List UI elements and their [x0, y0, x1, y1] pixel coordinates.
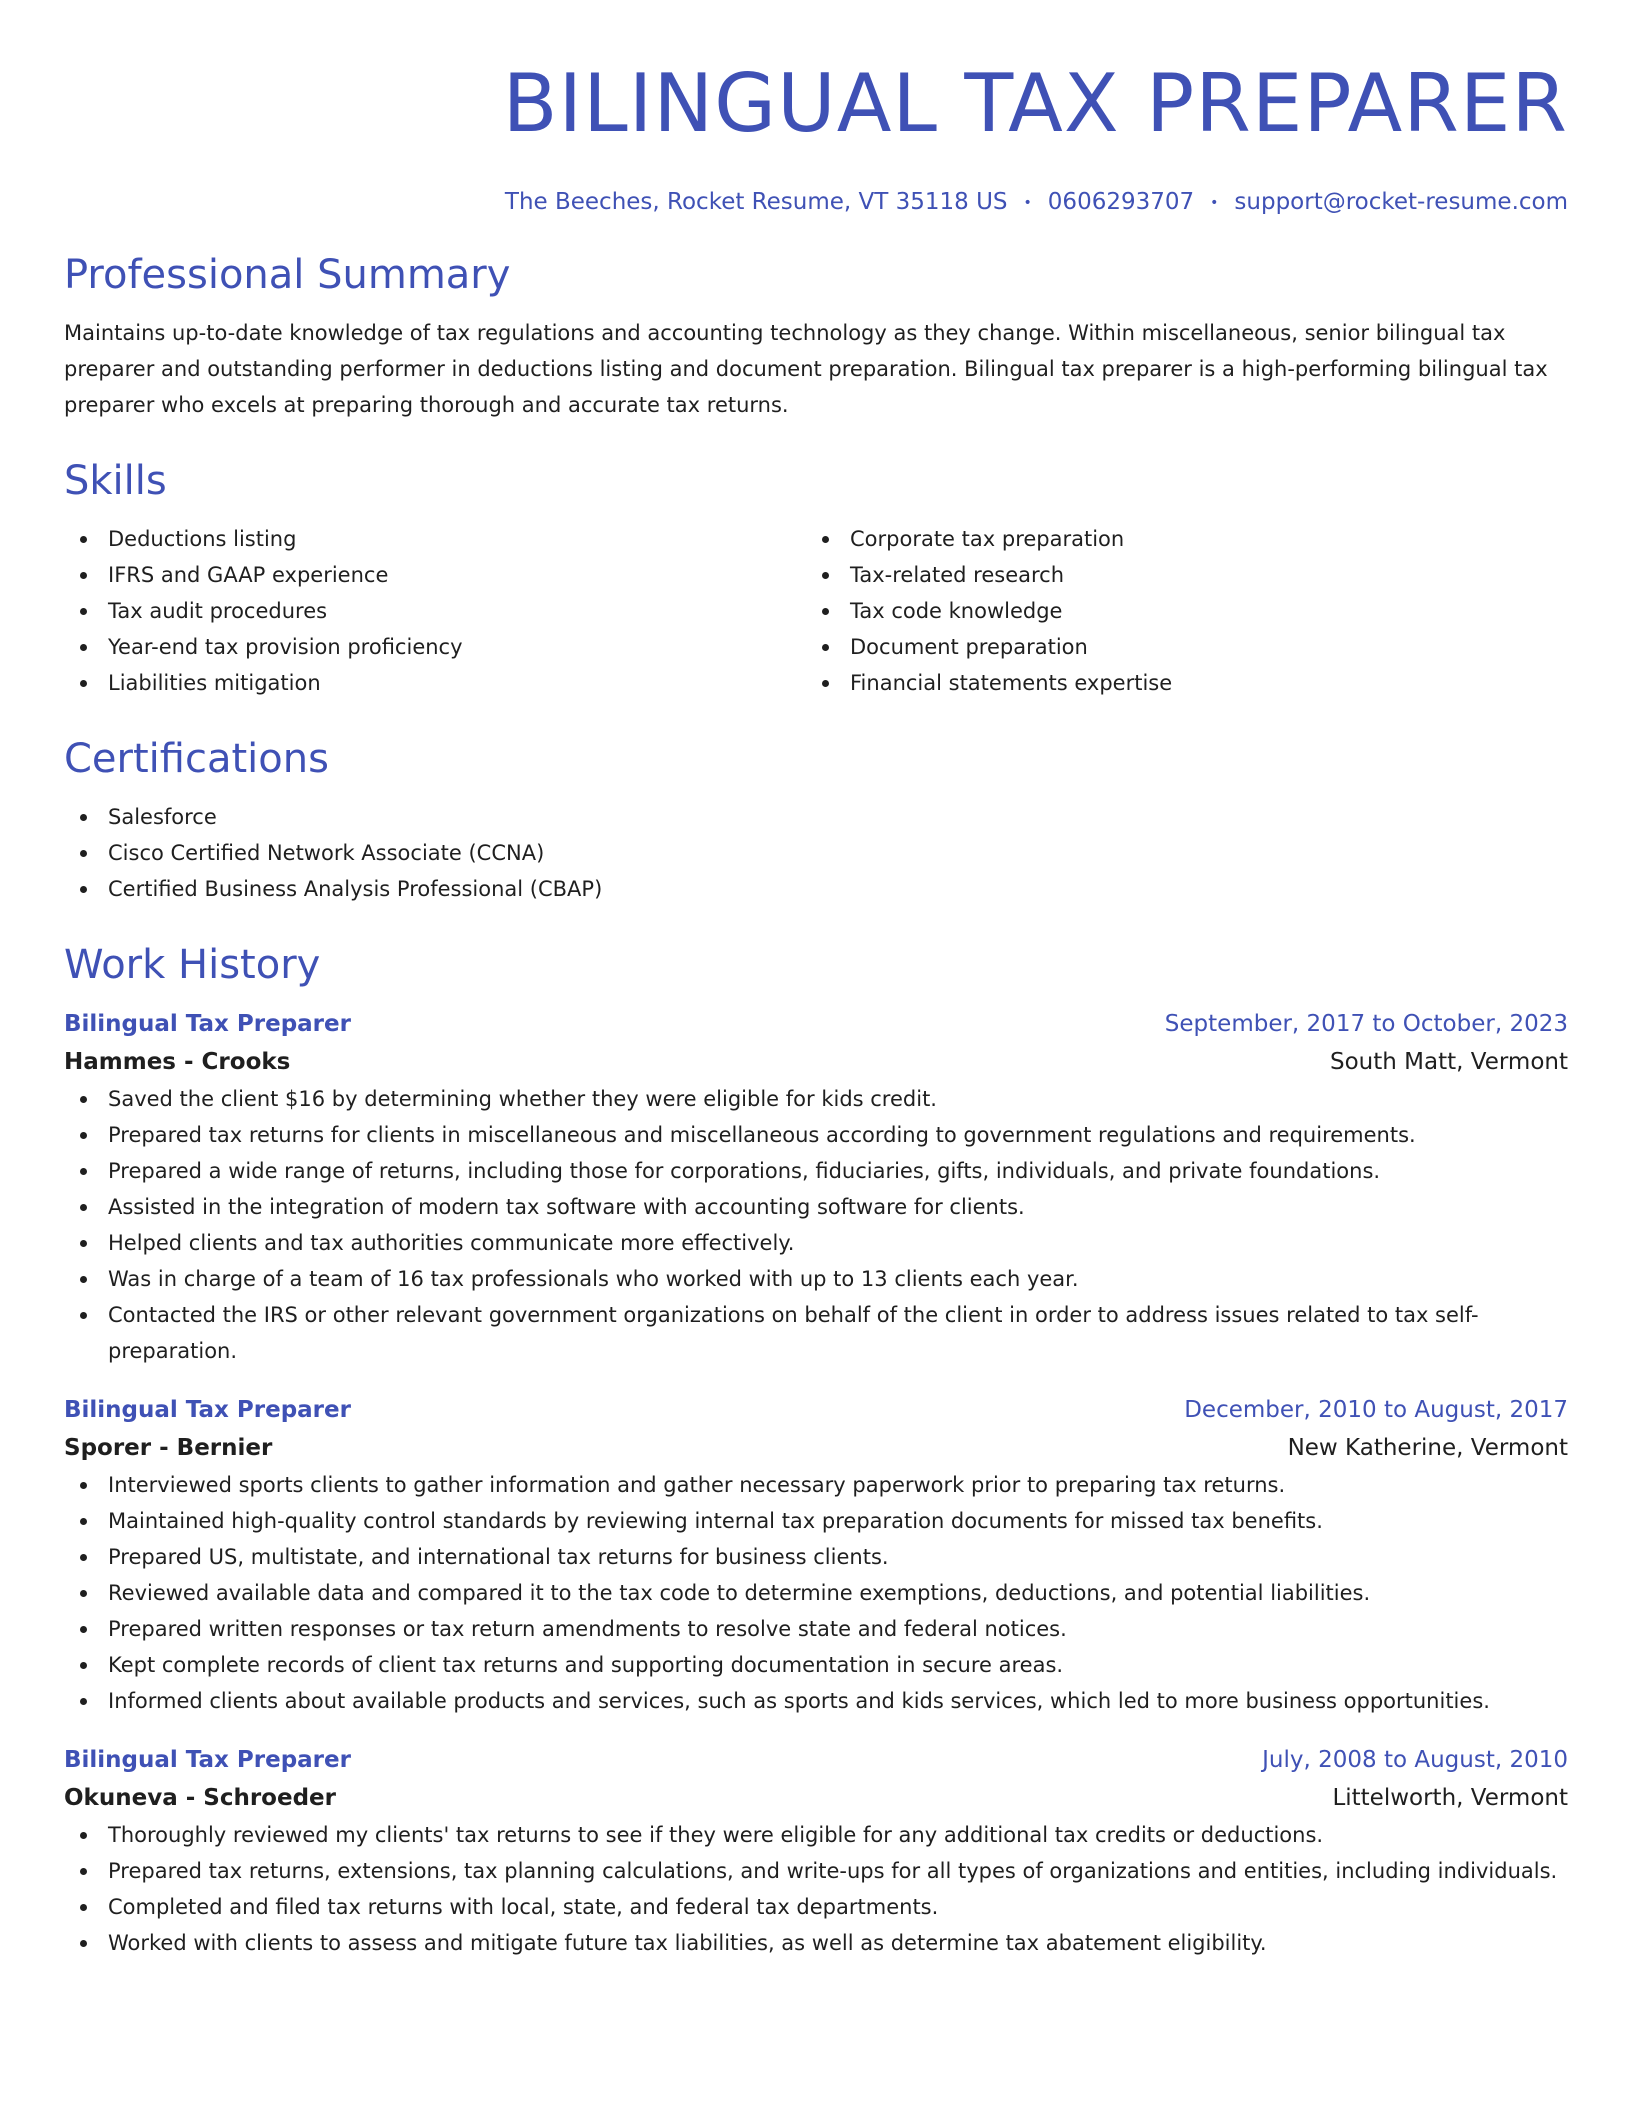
certification-item: Salesforce — [64, 799, 1568, 835]
job-company-row — [64, 1779, 1568, 1817]
job-entry — [64, 1005, 1568, 1369]
certification-item: Cisco Certified Network Associate (CCNA) — [64, 835, 1568, 871]
job-header-row — [64, 1391, 1568, 1429]
skill-item: Corporate tax preparation — [806, 521, 1548, 557]
skill-item: Tax code knowledge — [806, 593, 1548, 629]
skills-columns — [64, 521, 1568, 701]
job-title: Bilingual Tax Preparer — [64, 1746, 351, 1773]
job-bullet: Prepared written responses or tax return amendments to resolve state and federal notices. — [64, 1611, 1568, 1647]
section-title-work-history: Work History — [64, 941, 321, 988]
job-bullet: Prepared US, multistate, and international tax returns for business clients. — [64, 1539, 1568, 1575]
job-bullet: Contacted the IRS or other relevant government organizations on behalf of the client in order to address issues related to tax self-preparation. — [64, 1297, 1568, 1369]
contact-email[interactable]: support@rocket-resume.com — [1234, 189, 1568, 215]
contact-separator: • — [1210, 194, 1219, 211]
job-bullets — [64, 1081, 1568, 1369]
job-location: South Matt, Vermont — [1330, 1048, 1568, 1075]
job-dates: July, 2008 to August, 2010 — [1262, 1746, 1568, 1773]
job-company: Hammes - Crooks — [64, 1048, 291, 1075]
job-bullets — [64, 1467, 1568, 1719]
job-bullets — [64, 1817, 1568, 1961]
job-bullet: Assisted in the integration of modern tax software with accounting software for clients. — [64, 1189, 1568, 1225]
skill-item: Tax-related research — [806, 557, 1548, 593]
job-entry — [64, 1741, 1568, 1961]
job-bullet: Informed clients about available products and services, such as sports and kids services, which led to more business opportunities. — [64, 1683, 1568, 1719]
job-bullet: Prepared tax returns, extensions, tax planning calculations, and write-ups for all types of organizations and entities, including individuals. — [64, 1853, 1568, 1889]
section-title-skills: Skills — [64, 457, 167, 504]
skills-section — [64, 455, 1568, 701]
certification-item: Certified Business Analysis Professional (CBAP) — [64, 871, 1568, 907]
resume-name: BILINGUAL TAX PREPARER — [502, 57, 1568, 150]
skills-list-right — [806, 521, 1548, 701]
resume-page — [64, 0, 1568, 1961]
skill-item: Tax audit procedures — [64, 593, 806, 629]
work-history-section — [64, 939, 1568, 1961]
job-bullet: Maintained high-quality control standards by reviewing internal tax preparation documents for missed tax benefits. — [64, 1503, 1568, 1539]
contact-separator: • — [1023, 194, 1032, 211]
contact-phone: 0606293707 — [1047, 189, 1195, 215]
job-company: Sporer - Bernier — [64, 1434, 273, 1461]
skill-item: Document preparation — [806, 629, 1548, 665]
summary-section — [64, 249, 1568, 423]
job-header-row — [64, 1005, 1568, 1043]
skill-item: Financial statements expertise — [806, 665, 1548, 701]
job-header-row — [64, 1741, 1568, 1779]
job-bullet: Worked with clients to assess and mitigate future tax liabilities, as well as determine tax abatement eligibility. — [64, 1925, 1568, 1961]
job-location: New Katherine, Vermont — [1287, 1434, 1568, 1461]
skill-item: Deductions listing — [64, 521, 806, 557]
skill-item: Year-end tax provision proficiency — [64, 629, 806, 665]
job-bullet: Completed and filed tax returns with local, state, and federal tax departments. — [64, 1889, 1568, 1925]
job-dates: September, 2017 to October, 2023 — [1164, 1010, 1568, 1037]
job-bullet: Helped clients and tax authorities communicate more effectively. — [64, 1225, 1568, 1261]
job-company-row — [64, 1043, 1568, 1081]
job-bullet: Prepared a wide range of returns, including those for corporations, fiduciaries, gifts, individuals, and private foundations. — [64, 1153, 1568, 1189]
certifications-list — [64, 799, 1568, 907]
job-entry — [64, 1391, 1568, 1719]
job-company-row — [64, 1429, 1568, 1467]
contact-address: The Beeches, Rocket Resume, VT 35118 US — [504, 189, 1008, 215]
job-bullet: Thoroughly reviewed my clients' tax returns to see if they were eligible for any additional tax credits or deductions. — [64, 1817, 1568, 1853]
contact-line — [64, 186, 1568, 219]
job-bullet: Interviewed sports clients to gather information and gather necessary paperwork prior to preparing tax returns. — [64, 1467, 1568, 1503]
certifications-section — [64, 733, 1568, 907]
summary-text: Maintains up-to-date knowledge of tax regulations and accounting technology as they change. Within miscellaneous, senior bilingual tax preparer and outstanding performer in deductions listing and document preparation. Bilingual tax preparer is a high-performing bilingual tax preparer who excels at preparing thorough and accurate tax returns. — [64, 320, 1548, 417]
job-location: Littelworth, Vermont — [1332, 1784, 1568, 1811]
job-bullet: Prepared tax returns for clients in miscellaneous and miscellaneous according to government regulations and requirements. — [64, 1117, 1568, 1153]
skill-item: Liabilities mitigation — [64, 665, 806, 701]
skill-item: IFRS and GAAP experience — [64, 557, 806, 593]
job-bullet: Saved the client $16 by determining whether they were eligible for kids credit. — [64, 1081, 1568, 1117]
section-title-certifications: Certifications — [64, 735, 329, 782]
section-title-summary: Professional Summary — [64, 251, 511, 298]
skills-list-left — [64, 521, 806, 701]
job-title: Bilingual Tax Preparer — [64, 1396, 351, 1423]
job-bullet: Was in charge of a team of 16 tax professionals who worked with up to 13 clients each year. — [64, 1261, 1568, 1297]
job-dates: December, 2010 to August, 2017 — [1184, 1396, 1568, 1423]
job-title: Bilingual Tax Preparer — [64, 1010, 351, 1037]
job-company: Okuneva - Schroeder — [64, 1784, 336, 1811]
job-bullet: Kept complete records of client tax returns and supporting documentation in secure areas. — [64, 1647, 1568, 1683]
job-bullet: Reviewed available data and compared it to the tax code to determine exemptions, deductions, and potential liabilities. — [64, 1575, 1568, 1611]
